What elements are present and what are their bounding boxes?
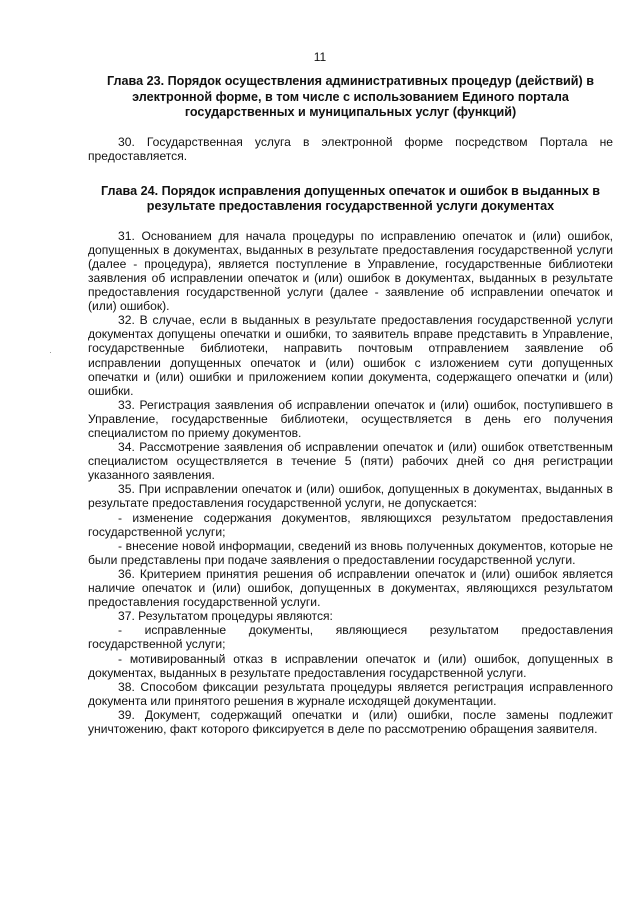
list-item-37-1: - исправленные документы, являющиеся результатом предоставления государственной услуги; [88,623,613,652]
list-item-35-1: - изменение содержания документов, являющихся результатом предоставления государственной услуги; [88,510,613,539]
scan-speck [50,352,51,353]
chapter-23-heading: Глава 23. Порядок осуществления административных процедур (действий) в электронной форме, в том числе с использованием Единого портала государственных и муниципальных услуг (функций) [107,74,594,119]
paragraph-33: 33. Регистрация заявления об исправлении опечаток и (или) ошибок, поступившего в Управление, государственные библиотеки, осуществляется в день его получения специалистом по приему документов. [88,397,613,440]
paragraph-30: 30. Государственная услуга в электронной форме посредством Портала не предоставляется. [88,134,613,163]
list-item-37-2: - мотивированный отказ в исправлении опечаток и (или) ошибок, допущенных в документах, выданных в результате предоставления государственной услуги. [88,651,613,680]
paragraph-35: 35. При исправлении опечаток и (или) ошибок, допущенных в документах, выданных в результате предоставления государственной услуги, не допускается: [88,482,613,511]
paragraph-37: 37. Результатом процедуры являются: [118,609,333,624]
paragraph-36: 36. Критерием принятия решения об исправлении опечаток и (или) ошибок является наличие опечаток и (или) ошибок, допущенных в документах, являющихся результатом предоставления государственной услуги. [88,566,613,610]
paragraph-34: 34. Рассмотрение заявления об исправлении опечаток и (или) ошибок ответственным специалистом осуществляется в течение 5 (пяти) рабочих дней со дня регистрации указанного заявления. [88,440,613,483]
chapter-24-heading: Глава 24. Порядок исправления допущенных опечаток и ошибок в выданных в результате предоставления государственной услуги документах [101,183,600,214]
page-number: 11 [313,50,327,64]
paragraph-32: 32. В случае, если в выданных в результате предоставления государственной услуги документах допущены опечатки и ошибки, то заявитель вправе представить в Управление, государственные библиотеки, направить почтовым отправлением заявление об исправлении допущенных опечаток и (или) ошибок с изложением сути допущенных опечатки и (или) ошибки и приложением копии документа, содержащего опечатки и (или) ошибки. [88,313,613,398]
paragraph-39: 39. Документ, содержащий опечатки и (или) ошибки, после замены подлежит уничтожению, факт которого фиксируется в деле по рассмотрению обращения заявителя. [88,707,613,736]
list-item-35-2: - внесение новой информации, сведений из вновь полученных документов, которые не были представлены при подаче заявления о предоставлении государственной услуги. [88,538,613,567]
document-body [88,74,613,736]
paragraph-38: 38. Способом фиксации результата процедуры является регистрация исправленного документа или принятого решения в журнале исходящей документации. [88,679,613,708]
paragraph-31: 31. Основанием для начала процедуры по исправлению опечаток и (или) ошибок, допущенных в документах, выданных в результате предоставления государственной услуги (далее - процедура), является поступление в Управление, государственные библиотеки заявления об исправлении опечаток и (или) ошибок в документах, выданных в результате предоставления государственной услуги (далее - заявление об исправлении опечаток и (или) ошибок). [88,228,613,314]
